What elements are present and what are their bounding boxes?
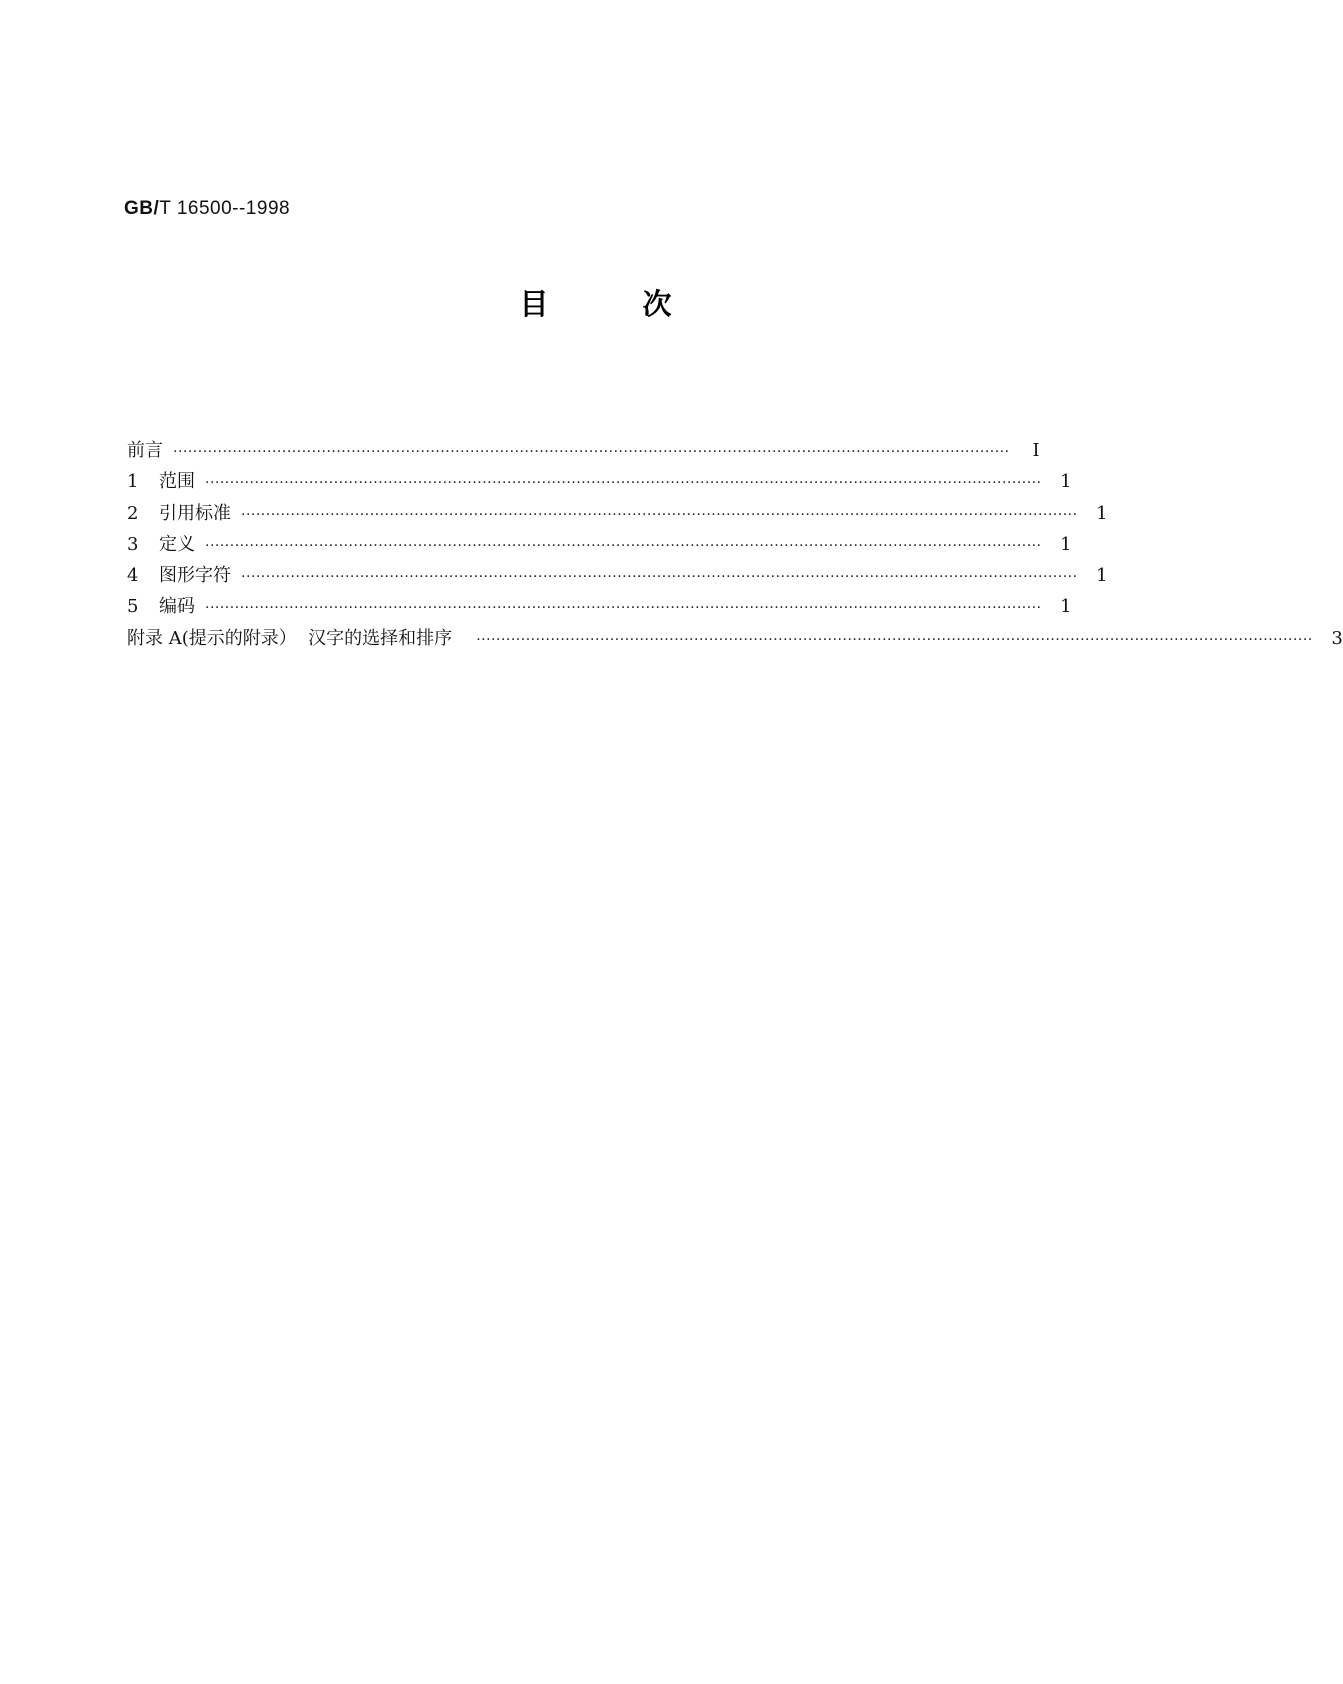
page-title-char-2: 次 [642, 287, 672, 321]
toc-entry-normative-references[interactable] [127, 499, 1108, 530]
toc-leader-dots: ········································································································································································· [205, 475, 1042, 492]
toc-entry-definitions[interactable] [127, 530, 1072, 561]
toc-entry-appendix-a[interactable] [127, 624, 1343, 655]
toc-entry-graphic-characters[interactable] [127, 561, 1108, 592]
standard-number [124, 198, 290, 220]
toc-entry-label [127, 561, 231, 587]
toc-section-number: 5 [127, 596, 139, 618]
toc-section-number: 3 [127, 533, 139, 555]
toc-section-title: 范围 [159, 471, 195, 493]
toc-page-number: 1 [1096, 502, 1108, 524]
toc-entry-label: 附录 A(提示的附录） 汉字的选择和排序 [127, 627, 453, 649]
toc-entry-label [127, 530, 195, 556]
toc-entry-label [127, 499, 231, 525]
toc-leader-dots: ········································································································································································· [241, 506, 1078, 523]
standard-separator: / [153, 198, 160, 219]
toc-entry-scope[interactable] [127, 467, 1072, 498]
table-of-contents [127, 436, 1343, 655]
toc-section-title: 编码 [159, 596, 195, 618]
toc-leader-dots: ········································································································································································· [173, 444, 1010, 460]
toc-leader-dots: ········································································································································································· [241, 569, 1078, 586]
toc-section-number: 2 [127, 502, 139, 524]
toc-entry-label [127, 592, 195, 618]
toc-page-number: 3 [1331, 627, 1343, 649]
toc-leader-dots: ········································································································································································· [205, 600, 1042, 617]
toc-page-number: I [1032, 440, 1040, 461]
toc-entry-coding[interactable] [127, 592, 1072, 623]
standard-prefix: GB [124, 198, 154, 219]
toc-entry-foreword[interactable] [127, 436, 1048, 467]
toc-page-number: 1 [1096, 565, 1108, 587]
toc-section-title: 图形字符 [159, 565, 231, 587]
toc-section-number: 4 [127, 565, 139, 587]
toc-section-title: 定义 [159, 533, 195, 555]
page-title-char-1: 目 [519, 287, 549, 321]
toc-page-number: 1 [1060, 471, 1072, 493]
toc-entry-label: 前言 [127, 440, 163, 461]
toc-page-number: 1 [1060, 596, 1072, 618]
toc-section-title: 引用标准 [159, 502, 231, 524]
toc-page-number: 1 [1060, 533, 1072, 555]
toc-entry-label [127, 467, 195, 493]
toc-section-number: 1 [127, 471, 139, 493]
standard-code: T 16500--1998 [159, 198, 291, 219]
page-title [0, 287, 1191, 321]
toc-leader-dots: ········································································································································································· [476, 631, 1313, 648]
toc-leader-dots: ········································································································································································· [205, 537, 1042, 554]
